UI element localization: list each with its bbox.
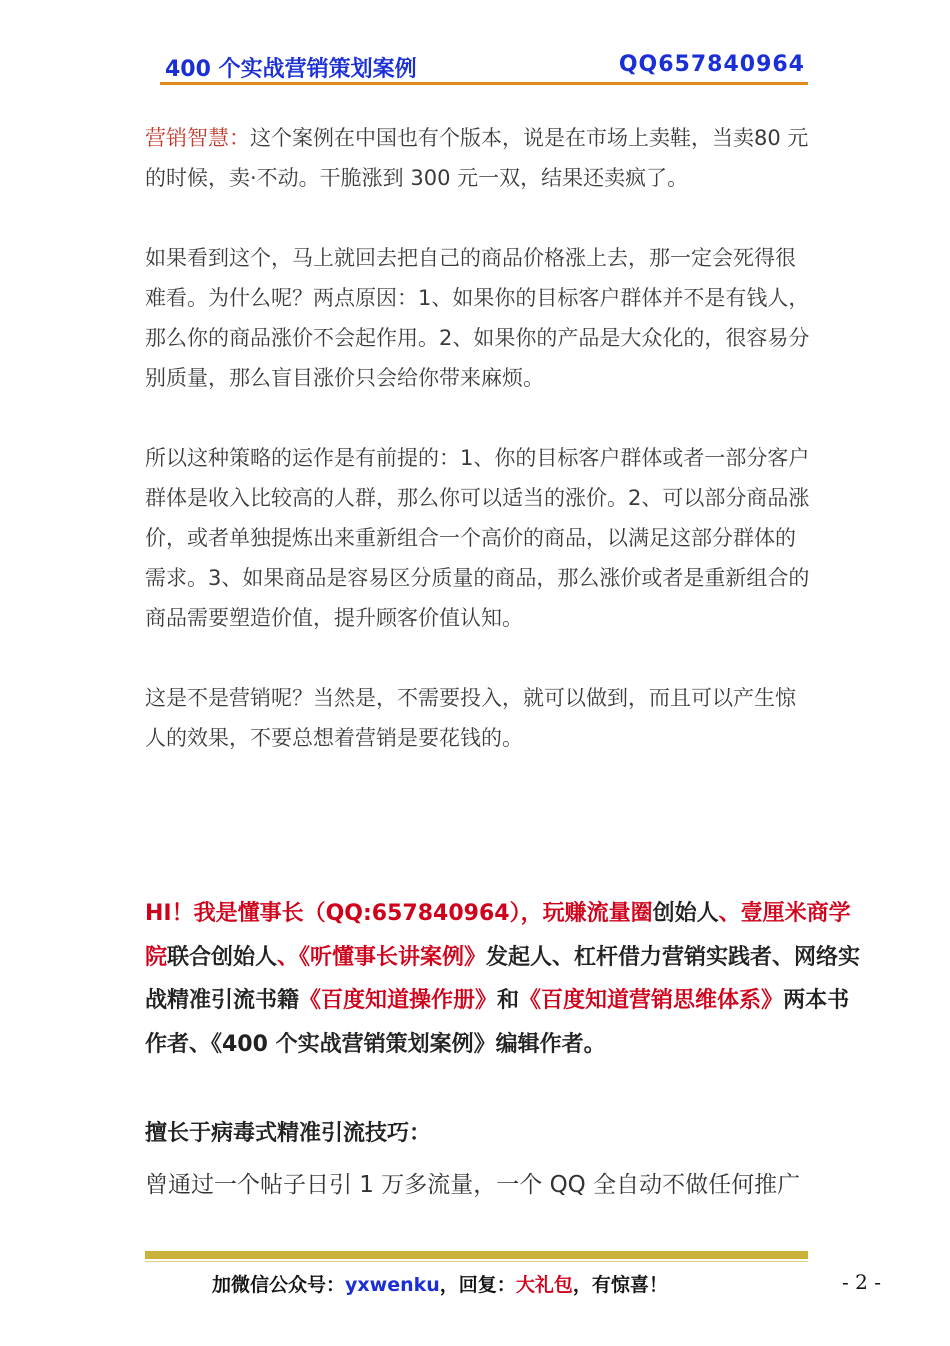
bio-circle-name: 玩赚流量圈 <box>542 901 653 926</box>
footer-rule-thin <box>145 1261 808 1262</box>
bio-author-note: 两本书作者、《400 个实战营销策划案例》编辑作者。 <box>145 988 850 1057</box>
bio-and: 和 <box>497 988 520 1013</box>
bio-roles: 发起人、杠杆借力营销实践者、网络实战精准引流书籍 <box>145 944 861 1013</box>
paragraph-marketing-wisdom <box>145 118 811 198</box>
footer-account: yxwenku <box>345 1274 440 1296</box>
footer-rule <box>145 1251 808 1259</box>
paragraph-1-text: 这个案例在中国也有个版本，说是在市场上卖鞋，当卖80 元的时候，卖·不动。干脆涨到 300 元一双，结果还卖疯了。 <box>145 126 809 190</box>
footer-suffix: ，有惊喜！ <box>572 1274 668 1296</box>
paragraph-2: 如果看到这个，马上就回去把自己的商品价格涨上去，那一定会死得很难看。为什么呢？两点原因：1、如果你的目标客户群体并不是有钱人，那么你的商品涨价不会起作用。2、如果你的产品是大众化的，很容易分别质量，那么盲目涨价只会给你带来麻烦。 <box>145 246 810 390</box>
bio-greeting: HI！我是懂事长（QQ:657840964）， <box>145 901 543 926</box>
paragraph-3: 所以这种策略的运作是有前提的：1、你的目标客户群体或者一部分客户群体是收入比较高的人群，那么你可以适当的涨价。2、可以部分商品涨价，或者单独提炼出来重新组合一个高价的商品，以满足这部分群体的需求。3、如果商品是容易区分质量的商品，那么涨价或者是重新组合的商品需要塑造价值，提升顾客价值认知。 <box>145 446 810 630</box>
bio-book-2: 《百度知道营销思维体系》 <box>519 988 784 1013</box>
footer-middle: ，回复： <box>439 1274 516 1296</box>
header-rule <box>160 82 808 85</box>
footer-promo <box>212 1270 668 1297</box>
header-title: 400 个实战营销策划案例 <box>165 57 417 82</box>
bio-skill-heading: 擅长于病毒式精准引流技巧： <box>145 1121 432 1146</box>
footer-prefix: 加微信公众号： <box>212 1274 346 1296</box>
paragraph-4: 这是不是营销呢？当然是，不需要投入，就可以做到，而且可以产生惊人的效果，不要总想着营销是要花钱的。 <box>145 686 796 750</box>
bio-book-1: 《百度知道操作册》 <box>299 988 498 1013</box>
header-qq: QQ657840964 <box>618 52 805 77</box>
bio-school-name: 、壹厘米商学院 <box>145 901 851 970</box>
bio-program-name: 、《听懂事长讲案例》 <box>277 944 487 970</box>
bio-founder: 创始人 <box>652 901 719 926</box>
author-bio <box>145 892 867 1066</box>
page-number: - 2 - <box>842 1270 881 1294</box>
bio-tail-text: 曾通过一个帖子日引 1 万多流量，一个 QQ 全自动不做任何推广 <box>145 1172 801 1198</box>
page-header <box>145 48 808 82</box>
marketing-wisdom-label: 营销智慧： <box>145 126 250 150</box>
footer-keyword: 大礼包 <box>515 1274 573 1296</box>
bio-cofounder: 联合创始人 <box>167 944 278 970</box>
